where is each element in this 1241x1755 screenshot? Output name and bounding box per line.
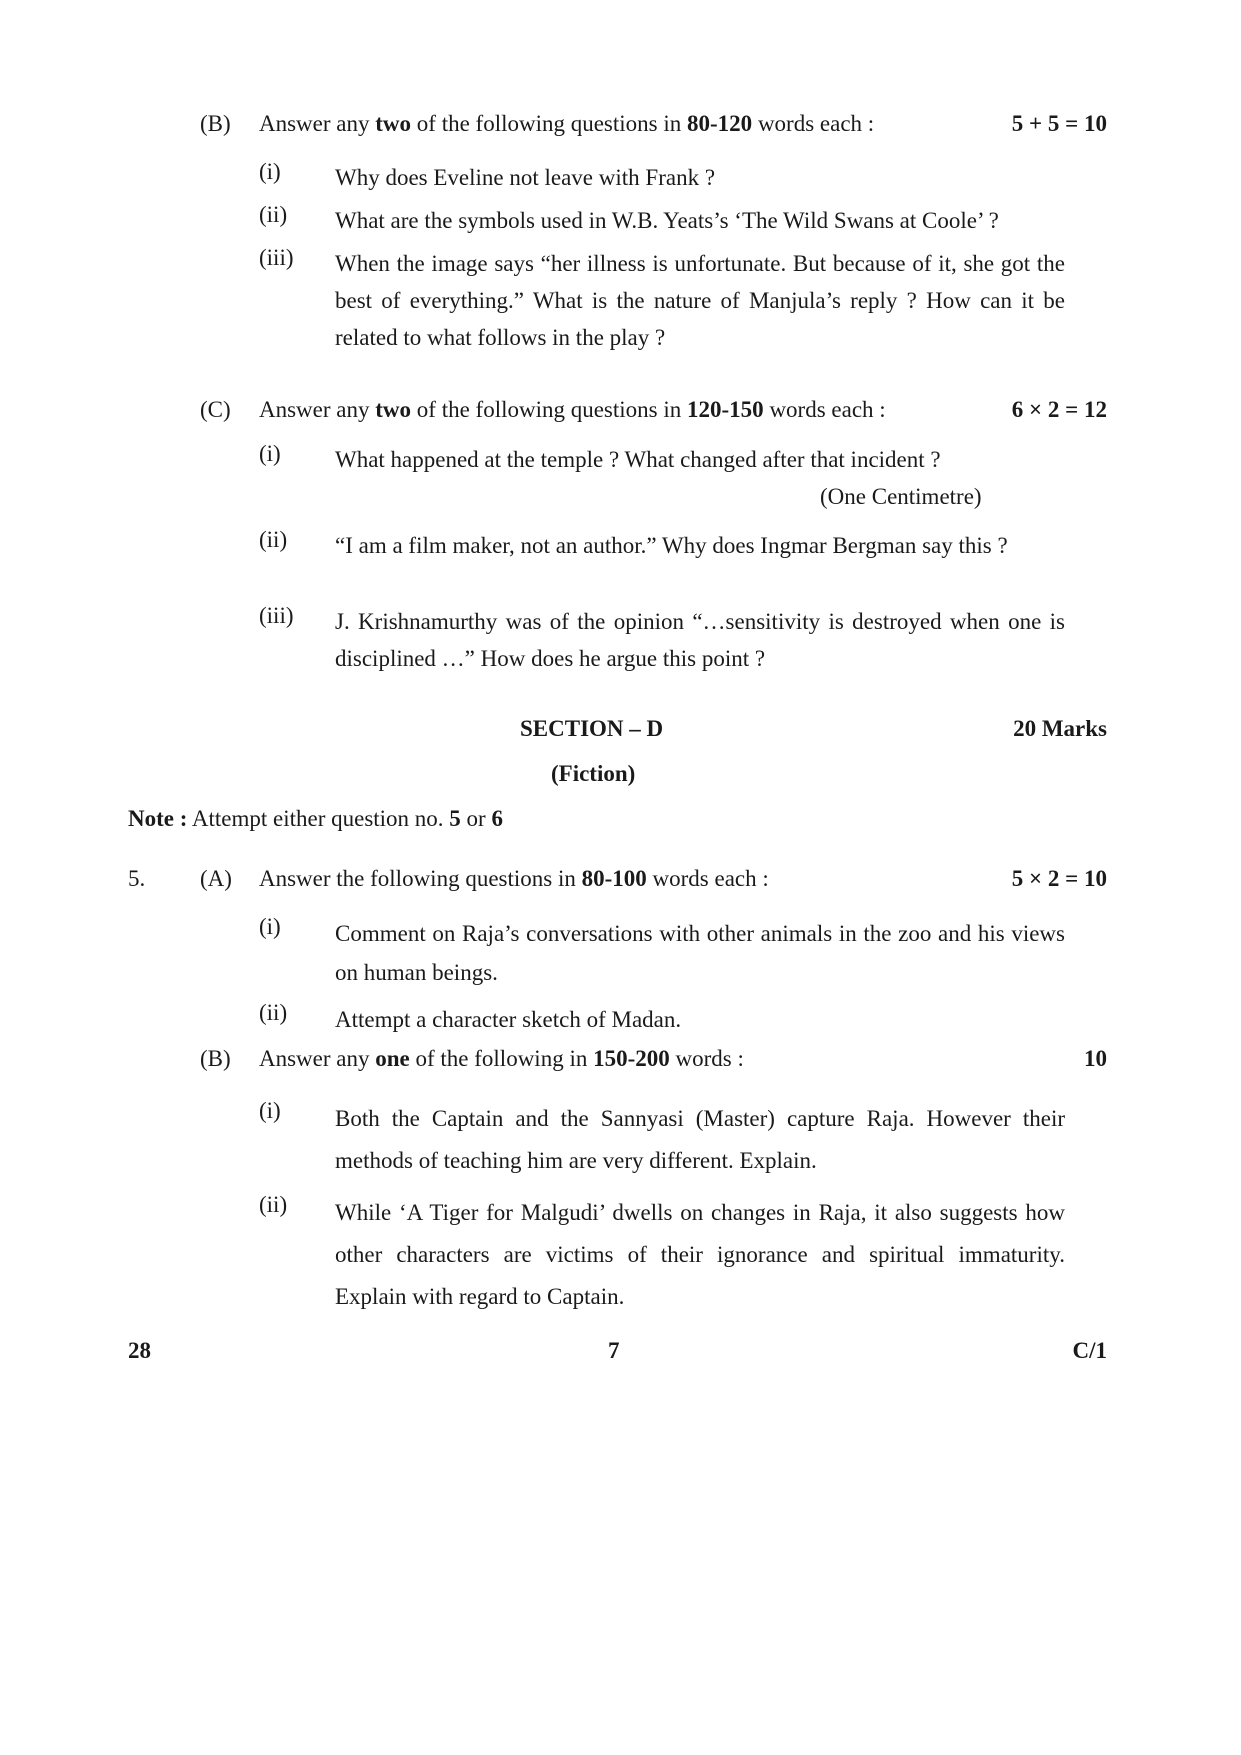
question-text: While ‘A Tiger for Malgudi’ dwells on changes in Raja, it also suggests how other characters are victims of their ignorance and spiritual immaturity. Explain with regard to Captain.	[335, 1200, 1065, 1309]
question-number: (ii)	[259, 527, 288, 552]
footer-code: 28	[128, 1338, 151, 1363]
question-text: Why does Eveline not leave with Frank ?	[335, 165, 716, 190]
question-number: (i)	[259, 159, 281, 184]
part-c-instruction: Answer any two of the following questions in 120-150 words each :	[259, 397, 886, 422]
question-text: J. Krishnamurthy was of the opinion “…sensitivity is destroyed when one is disciplined …” How does he argue this point ?	[335, 609, 1065, 671]
question-5-number: 5.	[128, 866, 146, 891]
question-text: Attempt a character sketch of Madan.	[335, 1007, 682, 1032]
question-number: (iii)	[259, 603, 294, 628]
q5-part-b-label: (B)	[200, 1046, 231, 1071]
part-b-label: (B)	[200, 111, 231, 136]
section-subtitle: (Fiction)	[551, 761, 636, 786]
question-text: What are the symbols used in W.B. Yeats’s ‘The Wild Swans at Coole’ ?	[335, 208, 999, 233]
page-number: 7	[608, 1338, 620, 1363]
section-title: SECTION – D	[520, 716, 664, 741]
question-number: (i)	[259, 441, 281, 466]
question-text: Comment on Raja’s conversations with other animals in the zoo and his views on human beings.	[335, 921, 1065, 985]
question-text: What happened at the temple ? What changed after that incident ?	[335, 447, 941, 472]
question-number: (iii)	[259, 245, 294, 270]
source-reference: (One Centimetre)	[820, 484, 982, 509]
part-c-label: (C)	[200, 397, 231, 422]
question-text: Both the Captain and the Sannyasi (Master) capture Raja. However their methods of teaching him are very different. Explain.	[335, 1106, 1065, 1173]
question-number: (i)	[259, 1098, 281, 1123]
question-number: (ii)	[259, 202, 288, 227]
q5-part-b-instruction: Answer any one of the following in 150-200 words :	[259, 1046, 744, 1071]
question-text: “I am a film maker, not an author.” Why does Ingmar Bergman say this ?	[335, 533, 1008, 558]
part-c-marks: 6 × 2 = 12	[1011, 397, 1107, 422]
question-number: (ii)	[259, 1192, 288, 1217]
question-number: (ii)	[259, 1000, 288, 1025]
question-number: (i)	[259, 914, 281, 939]
part-b-instruction: Answer any two of the following questions in 80-120 words each :	[259, 111, 875, 136]
section-marks: 20 Marks	[1013, 716, 1107, 741]
q5-part-b-marks: 10	[1084, 1046, 1107, 1071]
q5-part-a-label: (A)	[200, 866, 232, 891]
question-text: When the image says “her illness is unfortunate. But because of it, she got the best of everything.” What is the nature of Manjula’s reply ? How can it be related to what follows in the play ?	[335, 251, 1065, 350]
part-b-marks: 5 + 5 = 10	[1011, 111, 1107, 136]
q5-part-a-instruction: Answer the following questions in 80-100 words each :	[259, 866, 769, 891]
q5-part-a-marks: 5 × 2 = 10	[1011, 866, 1107, 891]
note: Note : Attempt either question no. 5 or 6	[128, 806, 503, 831]
footer-set: C/1	[1072, 1338, 1107, 1363]
